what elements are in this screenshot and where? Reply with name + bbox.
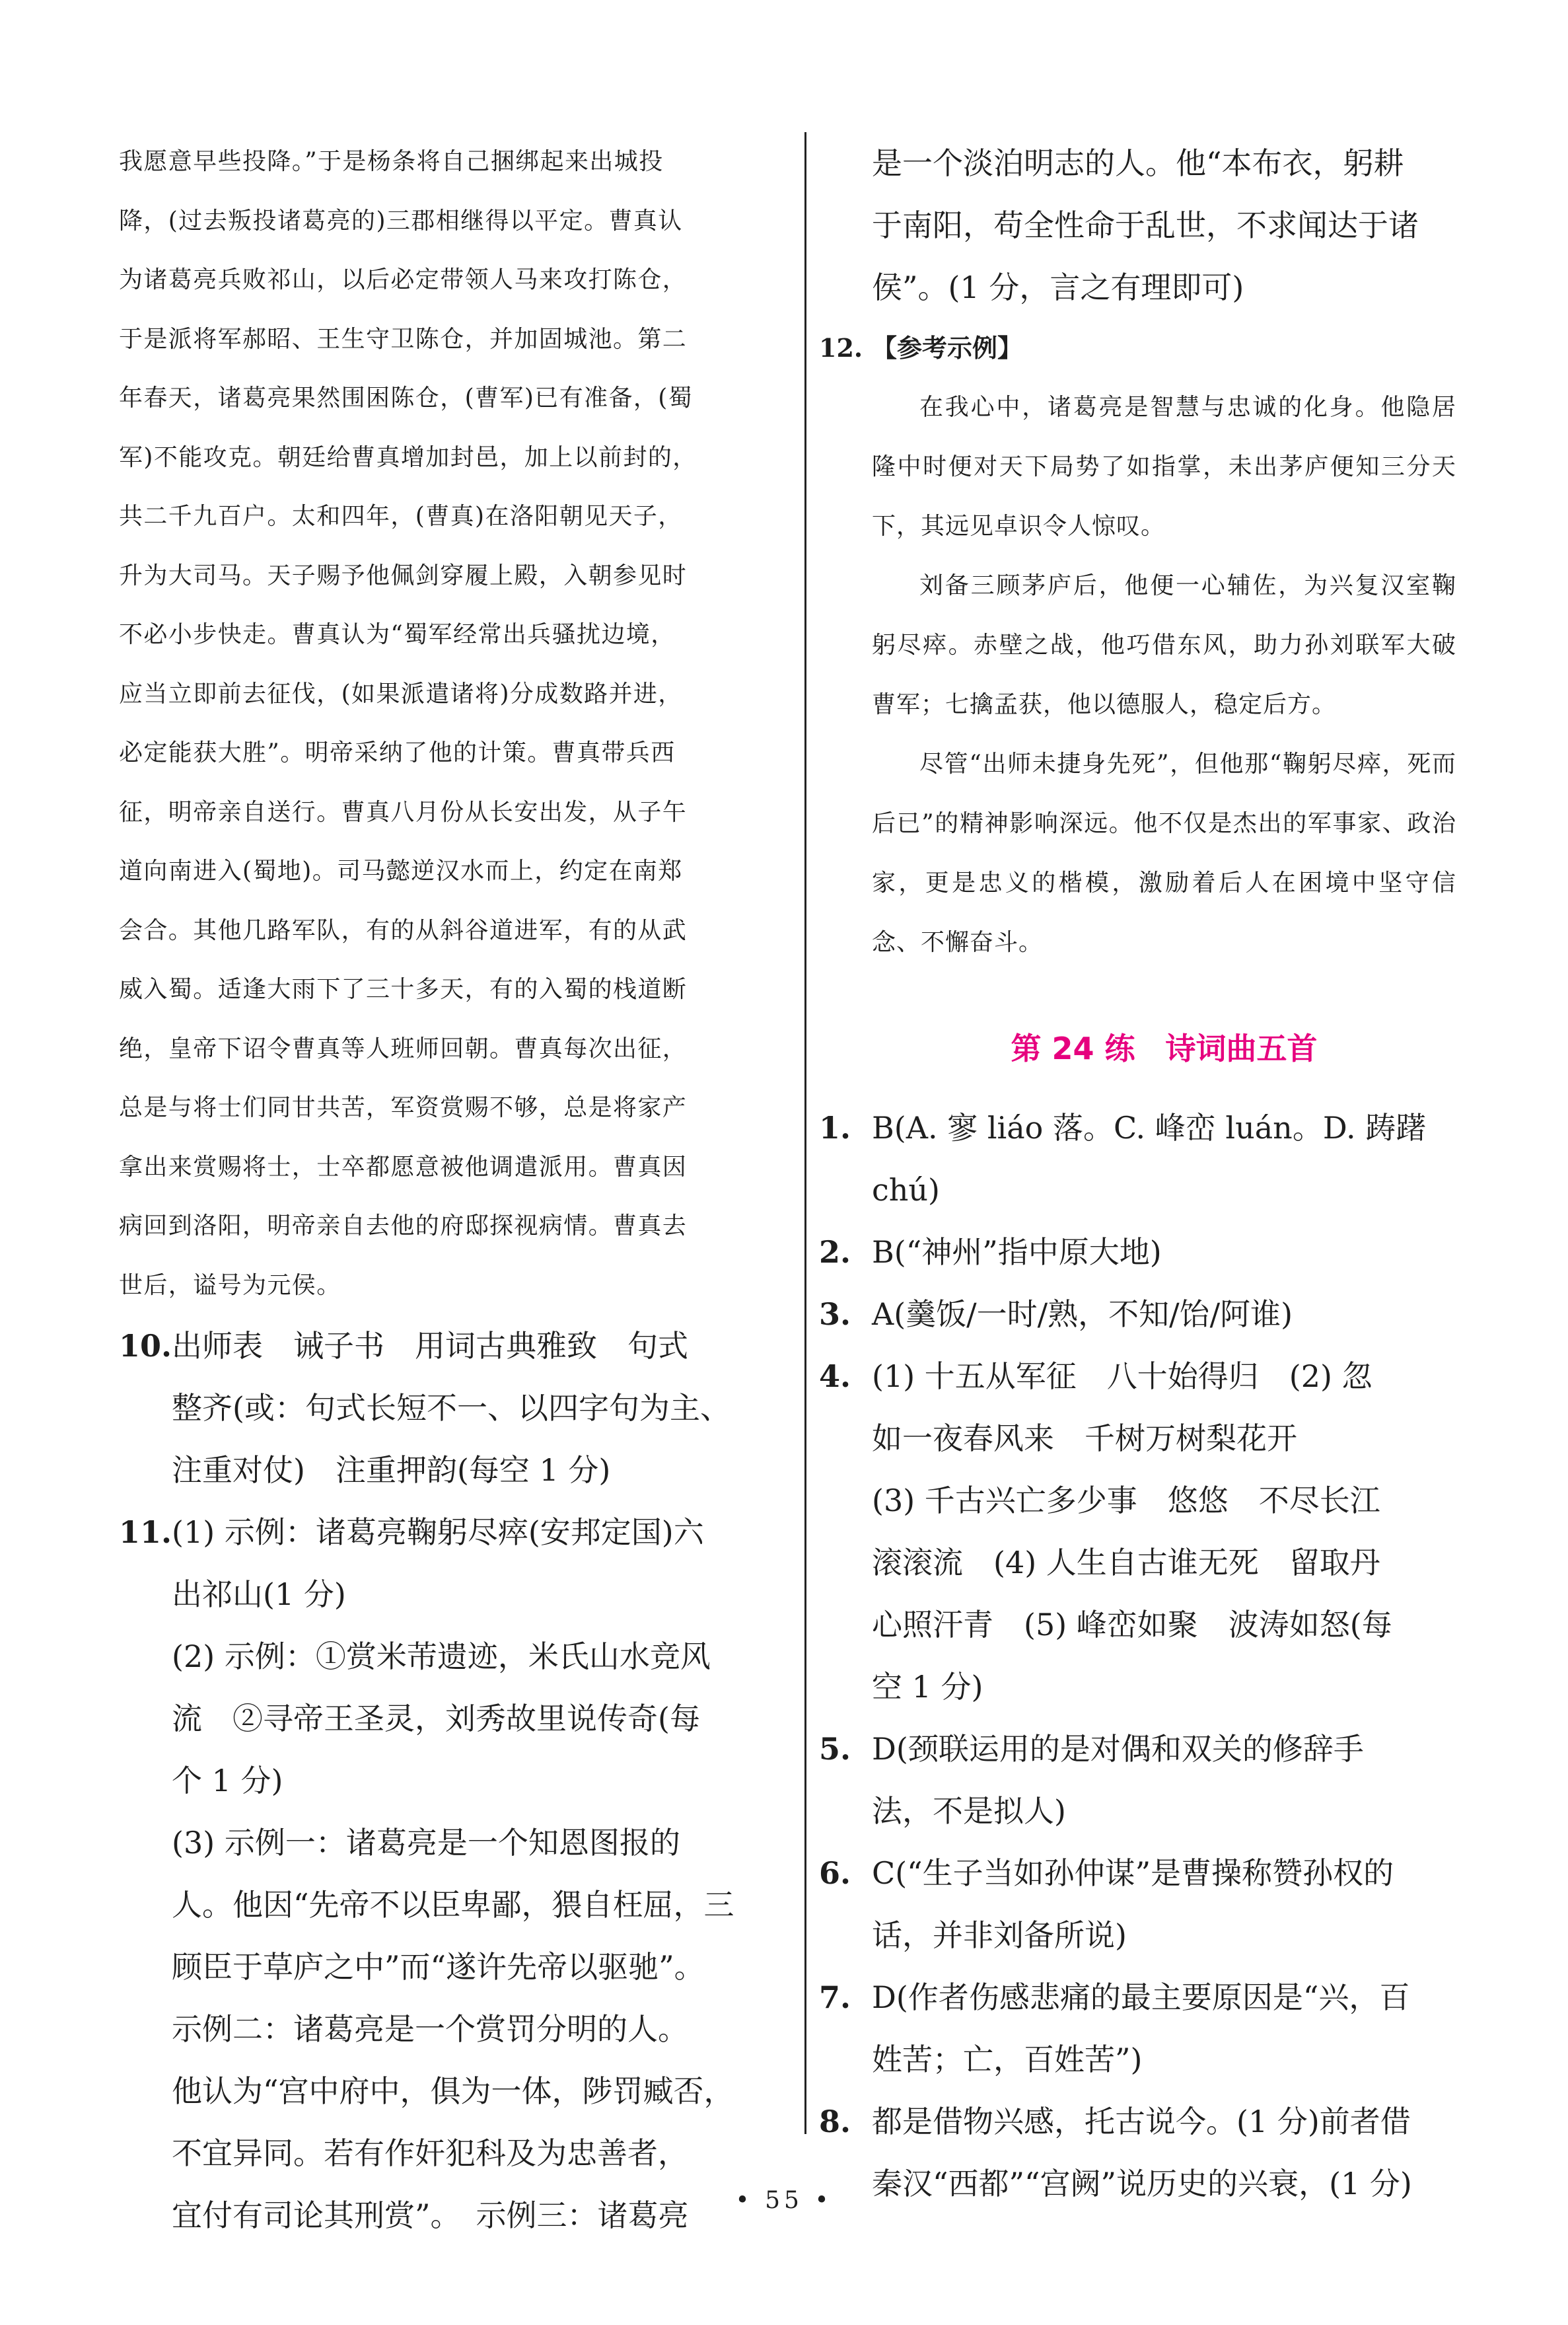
- answer-line: 话，并非刘备所说): [872, 1917, 1127, 1953]
- answer-line: 于南阳，苟全性命于乱世，不求闻达于诸: [872, 207, 1419, 243]
- translation-line: 降，(过去叛投诸葛亮的)三郡相继得以平定。曹真认: [119, 207, 683, 235]
- answer-body: [872, 1221, 1456, 1283]
- translation-line: 会合。其他几路军队，有的从斜谷道进军，有的从武: [119, 916, 688, 944]
- answer-line: 他认为“宫中府中，俱为一体，陟罚臧否，: [172, 2073, 734, 2109]
- answer-body: [872, 1842, 1456, 1966]
- translation-line: 共二千九百户。太和四年，(曹真)在洛阳朝见天子，: [119, 503, 683, 530]
- answer-item: [819, 1221, 1456, 1283]
- translation-line: 年春天，诸葛亮果然围困陈仓，(曹军)已有准备，(蜀: [119, 385, 694, 412]
- answer-item: [819, 1718, 1456, 1842]
- example-heading: 【参考示例】: [872, 333, 1023, 363]
- answer-line: 滚滚流 (4) 人生自古谁无死 留取丹: [872, 1545, 1380, 1580]
- section-title: 第 24 练 诗词曲五首: [1011, 1031, 1318, 1066]
- essay-paragraph: 刘备三顾茅庐后，他便一心辅佐，为兴复汉室鞠躬尽瘁。赤壁之战，他巧借东风，助力孙刘联军大破曹军；七擒孟获，他以德服人，稳定后方。: [872, 572, 1456, 718]
- answer-item: [819, 1842, 1456, 1966]
- answer-line: A(羹饭/一时/熟，不知/饴/阿谁): [872, 1296, 1293, 1332]
- question-number: 2.: [819, 1234, 851, 1270]
- translation-line: 道向南进入(蜀地)。司马懿逆汉水而上，约定在南郑: [119, 858, 683, 885]
- answer-list: [819, 1097, 1456, 2215]
- question-number: 7.: [819, 1979, 851, 2015]
- answer-line: (3) 示例一：诸葛亮是一个知恩图报的: [172, 1825, 680, 1861]
- answer-line: (1) 十五从军征 八十始得归 (2) 忽: [872, 1358, 1372, 1394]
- translation-line: 不必小步快走。曹真认为“蜀军经常出兵骚扰边境，: [119, 621, 676, 648]
- question-11-body: [172, 1501, 779, 2246]
- answer-line: chú): [872, 1172, 940, 1208]
- answer-line: 宜付有司论其刑赏”。 示例三：诸葛亮: [172, 2197, 689, 2233]
- answer-line: 是一个淡泊明志的人。他“本布衣，躬耕: [872, 145, 1404, 181]
- question-11-continuation: [872, 132, 1456, 318]
- right-column: [819, 132, 1456, 2215]
- answer-line: B(“神州”指中原大地): [872, 1234, 1162, 1270]
- translation-line: 我愿意早些投降。”于是杨条将自己捆绑起来出城投: [119, 148, 664, 175]
- answer-line: 出师表 诫子书 用词古典雅致 句式: [172, 1328, 689, 1364]
- translation-line: 威入蜀。适逢大雨下了三十多天，有的入蜀的栈道断: [119, 976, 688, 1003]
- question-number: 8.: [819, 2104, 851, 2139]
- example-essay: [819, 378, 1456, 973]
- question-number: 5.: [819, 1731, 851, 1767]
- answer-line: 如一夜春风来 千树万树梨花开: [872, 1421, 1297, 1456]
- column-divider: [804, 132, 806, 2134]
- question-number: 4.: [819, 1358, 851, 1394]
- answer-item: [819, 1097, 1456, 1221]
- question-number: 12.: [819, 333, 863, 363]
- answer-line: B(A. 寥 liáo 落。C. 峰峦 luán。D. 踌躇: [872, 1110, 1427, 1146]
- answer-line: 空 1 分): [872, 1669, 983, 1705]
- question-number: 6.: [819, 1855, 851, 1891]
- translation-line: 世后，谥号为元侯。: [119, 1271, 341, 1299]
- answer-line: 顾臣于草庐之中”而“遂许先帝以驱驰”。: [172, 1949, 705, 1985]
- answer-line: 都是借物兴感，托古说今。(1 分)前者借: [872, 2104, 1411, 2139]
- answer-line: 心照汗青 (5) 峰峦如聚 波涛如怒(每: [872, 1607, 1392, 1642]
- question-10-body: [172, 1315, 779, 1501]
- answer-body: [872, 1718, 1456, 1842]
- answer-item: [819, 1345, 1456, 1718]
- question-number: 11.: [119, 1514, 172, 1550]
- answer-line: (1) 示例：诸葛亮鞠躬尽瘁(安邦定国)六: [172, 1514, 704, 1550]
- question-12-header: [819, 318, 1456, 378]
- answer-line: C(“生子当如孙仲谋”是曹操称赞孙权的: [872, 1855, 1394, 1891]
- answer-body: [872, 1345, 1456, 1718]
- translation-line: 征，明帝亲自送行。曹真八月份从长安出发，从子午: [119, 798, 688, 826]
- answer-body: [872, 1283, 1456, 1345]
- essay-paragraph: 尽管“出师未捷身先死”，但他那“鞠躬尽瘁，死而后已”的精神影响深远。他不仅是杰出的军事家、政治家，更是忠义的楷模，激励着后人在困境中坚守信念、不懈奋斗。: [872, 751, 1456, 956]
- translation-line: 病回到洛阳，明帝亲自去他的府邸探视病情。曹真去: [119, 1212, 688, 1239]
- answer-line: D(作者伤感悲痛的最主要原因是“兴，百: [872, 1979, 1410, 2015]
- answer-line: D(颈联运用的是对偶和双关的修辞手: [872, 1731, 1364, 1767]
- question-11: [119, 1501, 779, 2246]
- translation-line: 应当立即前去征伐，(如果派遣诸将)分成数路并进，: [119, 680, 683, 708]
- answer-line: 法，不是拟人): [872, 1793, 1066, 1829]
- page-number: • 55 •: [735, 2187, 833, 2214]
- translation-line: 绝，皇帝下诏令曹真等人班师回朝。曹真每次出征，: [119, 1035, 688, 1062]
- answer-line: 人。他因“先帝不以臣卑鄙，猥自枉屈，三: [172, 1887, 734, 1923]
- answer-body: [872, 1966, 1456, 2090]
- answer-line: 示例二：诸葛亮是一个赏罚分明的人。: [172, 2011, 689, 2047]
- translation-line: 为诸葛亮兵败祁山，以后必定带领人马来攻打陈仓，: [119, 266, 688, 293]
- translation-line: 军)不能攻克。朝廷给曹真增加封邑，加上以前封的，: [119, 443, 697, 471]
- answer-line: (2) 示例：①赏米芾遗迹，米氏山水竞风: [172, 1639, 711, 1674]
- answer-line: 侯”。(1 分，言之有理即可): [872, 270, 1244, 305]
- question-number: 3.: [819, 1296, 851, 1332]
- question-10: [119, 1315, 779, 1501]
- answer-line: 出祁山(1 分): [172, 1576, 346, 1612]
- answer-line: 不宜异同。若有作奸犯科及为忠善者，: [172, 2135, 689, 2171]
- translation-passage: [119, 132, 779, 1315]
- answer-item: [819, 1283, 1456, 1345]
- answer-item: [819, 1966, 1456, 2090]
- answer-line: 个 1 分): [172, 1763, 283, 1798]
- translation-line: 总是与将士们同甘共苦，军资赏赐不够，总是将家产: [119, 1094, 688, 1121]
- answer-line: 姓苦；亡，百姓苦”): [872, 2042, 1143, 2077]
- answer-line: 流 ②寻帝王圣灵，刘秀故里说传奇(每: [172, 1701, 700, 1736]
- translation-line: 拿出来赏赐将士，士卒都愿意被他调遣派用。曹真因: [119, 1153, 688, 1181]
- translation-line: 升为大司马。天子赐予他佩剑穿履上殿，入朝参见时: [119, 562, 688, 589]
- left-column: [119, 132, 779, 2246]
- answer-line: 注重对仗) 注重押韵(每空 1 分): [172, 1452, 611, 1488]
- translation-line: 必定能获大胜”。明帝采纳了他的计策。曹真带兵西: [119, 739, 676, 766]
- essay-paragraph: 在我心中，诸葛亮是智慧与忠诚的化身。他隐居隆中时便对天下局势了如指掌，未出茅庐便知三分天下，其远见卓识令人惊叹。: [872, 394, 1456, 540]
- answer-line: 整齐(或：句式长短不一、以四字句为主、: [172, 1390, 731, 1426]
- question-number: 1.: [819, 1110, 851, 1146]
- translation-line: 于是派将军郝昭、王生守卫陈仓，并加固城池。第二: [119, 325, 688, 353]
- question-number: 10.: [119, 1328, 172, 1364]
- answer-line: (3) 千古兴亡多少事 悠悠 不尽长江: [872, 1483, 1380, 1518]
- answer-body: [872, 1097, 1456, 1221]
- answer-line: 秦汉“西都”“宫阙”说历史的兴衰，(1 分): [872, 2166, 1412, 2201]
- question-12: [819, 318, 1456, 973]
